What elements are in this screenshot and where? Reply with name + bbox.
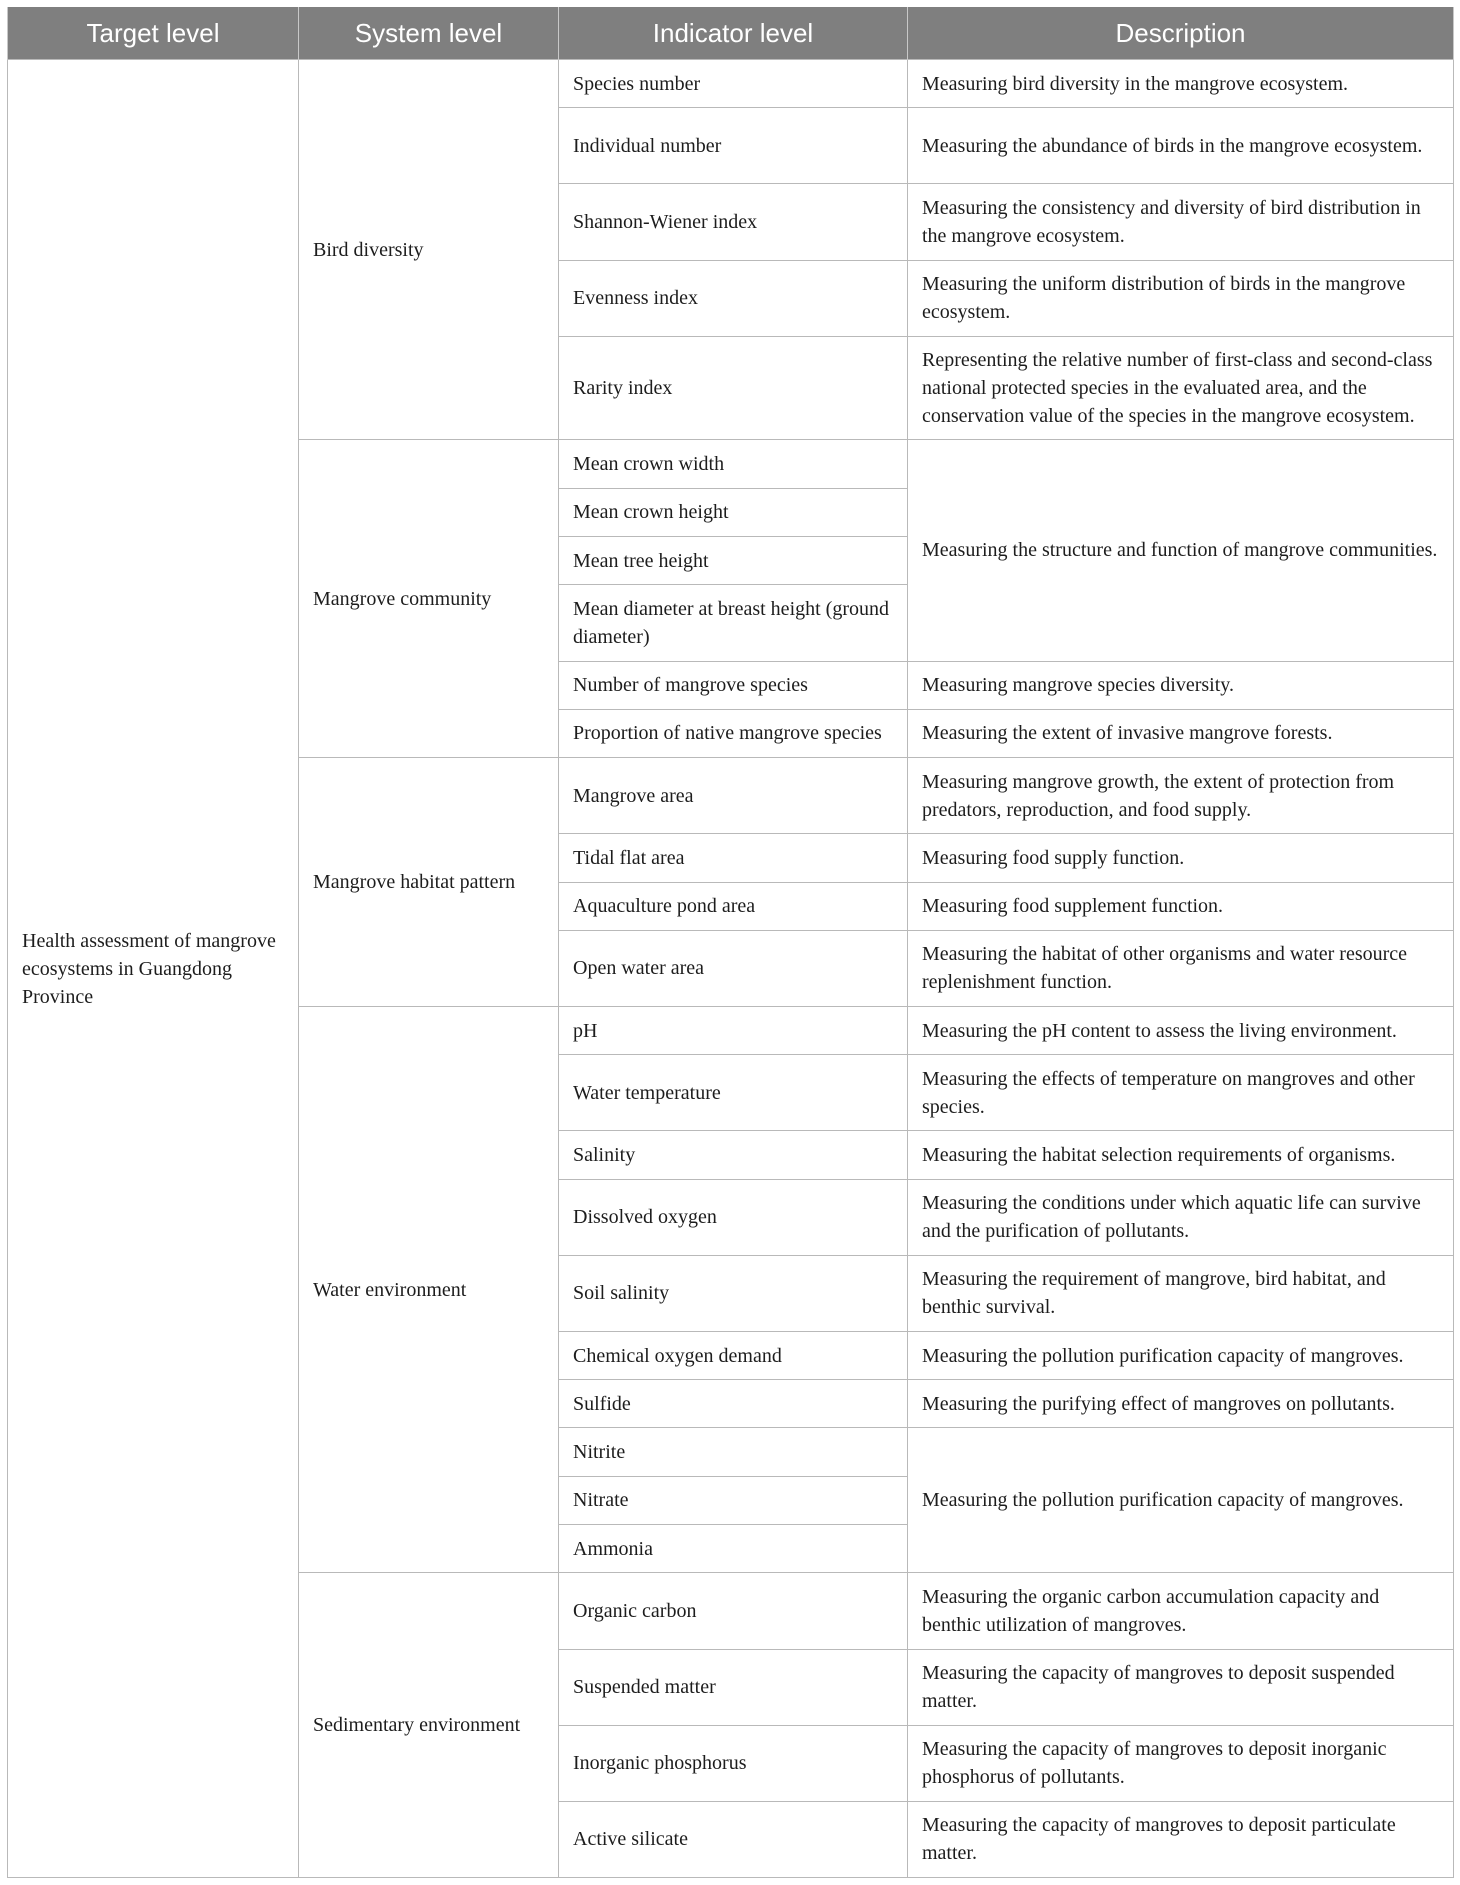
description-cell: Representing the relative number of first-class and second-class national protected species in the evaluated area, and the conservation value of the species in the mangrove ecosystem.: [908, 336, 1454, 440]
indicator-cell: Sulfide: [559, 1380, 908, 1428]
indicator-cell: Nitrate: [559, 1476, 908, 1524]
table-row: [8, 60, 1454, 108]
description-cell: Measuring bird diversity in the mangrove ecosystem.: [908, 60, 1454, 108]
indicator-cell: Water temperature: [559, 1055, 908, 1131]
indicator-cell: Dissolved oxygen: [559, 1179, 908, 1255]
indicator-cell: Soil salinity: [559, 1255, 908, 1331]
description-cell: Measuring the extent of invasive mangrove forests.: [908, 709, 1454, 757]
indicator-cell: Mean tree height: [559, 537, 908, 585]
indicator-cell: pH: [559, 1006, 908, 1054]
indicator-cell: Ammonia: [559, 1525, 908, 1573]
description-cell: Measuring the capacity of mangroves to deposit particulate matter.: [908, 1801, 1454, 1877]
description-cell: Measuring the habitat of other organisms and water resource replenishment function.: [908, 930, 1454, 1006]
description-cell: Measuring mangrove growth, the extent of protection from predators, reproduction, and food supply.: [908, 758, 1454, 834]
indicator-cell: Mean crown width: [559, 440, 908, 488]
header-target-level: Target level: [8, 7, 299, 60]
description-cell: Measuring the pH content to assess the living environment.: [908, 1006, 1454, 1054]
system-sedimentary-environment: Sedimentary environment: [299, 1573, 559, 1878]
description-cell: Measuring the capacity of mangroves to deposit suspended matter.: [908, 1649, 1454, 1725]
indicator-table: [7, 7, 1454, 1878]
description-cell: Measuring the structure and function of mangrove communities.: [908, 440, 1454, 661]
description-cell: Measuring the requirement of mangrove, bird habitat, and benthic survival.: [908, 1255, 1454, 1331]
header-description: Description: [908, 7, 1454, 60]
description-cell: Measuring the conditions under which aquatic life can survive and the purification of pollutants.: [908, 1179, 1454, 1255]
indicator-cell: Salinity: [559, 1131, 908, 1179]
system-mangrove-habitat-pattern: Mangrove habitat pattern: [299, 758, 559, 1007]
indicator-cell: Organic carbon: [559, 1573, 908, 1649]
header-indicator-level: Indicator level: [559, 7, 908, 60]
system-water-environment: Water environment: [299, 1006, 559, 1572]
description-cell: Measuring the pollution purification capacity of mangroves.: [908, 1428, 1454, 1573]
description-cell: Measuring the consistency and diversity of bird distribution in the mangrove ecosystem.: [908, 184, 1454, 260]
indicator-cell: Shannon-Wiener index: [559, 184, 908, 260]
description-cell: Measuring the habitat selection requirements of organisms.: [908, 1131, 1454, 1179]
description-cell: Measuring the abundance of birds in the mangrove ecosystem.: [908, 108, 1454, 184]
description-cell: Measuring the effects of temperature on mangroves and other species.: [908, 1055, 1454, 1131]
indicator-cell: Open water area: [559, 930, 908, 1006]
description-cell: Measuring the uniform distribution of birds in the mangrove ecosystem.: [908, 260, 1454, 336]
target-level-cell: Health assessment of mangrove ecosystems in Guangdong Province: [8, 60, 299, 1878]
indicator-cell: Evenness index: [559, 260, 908, 336]
indicator-cell: Nitrite: [559, 1428, 908, 1476]
indicator-cell: Inorganic phosphorus: [559, 1725, 908, 1801]
description-cell: Measuring mangrove species diversity.: [908, 661, 1454, 709]
description-cell: Measuring the purifying effect of mangroves on pollutants.: [908, 1380, 1454, 1428]
indicator-cell: Species number: [559, 60, 908, 108]
indicator-cell: Proportion of native mangrove species: [559, 709, 908, 757]
description-cell: Measuring the pollution purification capacity of mangroves.: [908, 1331, 1454, 1379]
indicator-cell: Tidal flat area: [559, 834, 908, 882]
system-bird-diversity: Bird diversity: [299, 60, 559, 440]
description-cell: Measuring food supplement function.: [908, 882, 1454, 930]
indicator-cell: Mangrove area: [559, 758, 908, 834]
indicator-cell: Mean crown height: [559, 488, 908, 536]
indicator-cell: Mean diameter at breast height (ground diameter): [559, 585, 908, 661]
header-row: [8, 7, 1454, 60]
indicator-cell: Number of mangrove species: [559, 661, 908, 709]
indicator-cell: Rarity index: [559, 336, 908, 440]
indicator-cell: Suspended matter: [559, 1649, 908, 1725]
indicator-cell: Individual number: [559, 108, 908, 184]
system-mangrove-community: Mangrove community: [299, 440, 559, 758]
header-system-level: System level: [299, 7, 559, 60]
indicator-cell: Chemical oxygen demand: [559, 1331, 908, 1379]
description-cell: Measuring food supply function.: [908, 834, 1454, 882]
indicator-cell: Aquaculture pond area: [559, 882, 908, 930]
indicator-cell: Active silicate: [559, 1801, 908, 1877]
description-cell: Measuring the organic carbon accumulation capacity and benthic utilization of mangroves.: [908, 1573, 1454, 1649]
description-cell: Measuring the capacity of mangroves to deposit inorganic phosphorus of pollutants.: [908, 1725, 1454, 1801]
